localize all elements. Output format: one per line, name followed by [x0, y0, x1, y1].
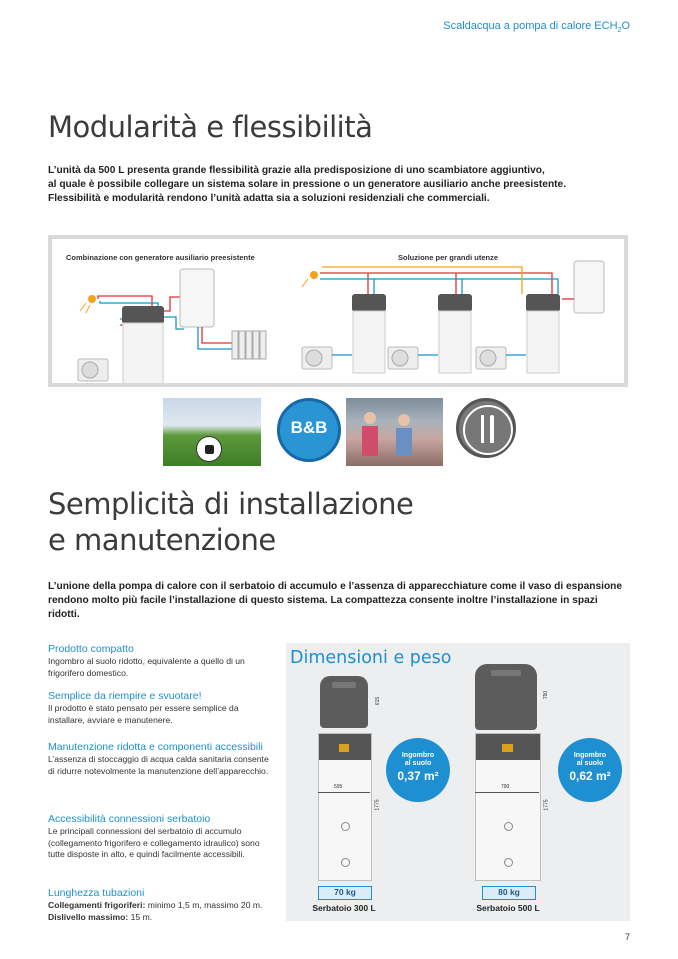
tank-300-width-line — [318, 792, 370, 793]
tank-300-body-height: 1775 — [374, 799, 381, 811]
tank-500-weight: 80 kg — [482, 886, 536, 900]
feature-maintenance: Manutenzione ridotta e componenti accessibili L’assenza di stoccaggio di acqua calda sanitaria consente di ridurre notevolmente la manutenzione dell’apparecchio. — [48, 741, 269, 776]
tank-500-width: 790 — [501, 784, 510, 790]
tank-300-top-view — [320, 676, 368, 728]
feature-compact: Prodotto compatto Ingombro al suolo ridotto, equivalente a quello di un frigorifero domestico. — [48, 643, 245, 678]
football-icon — [196, 436, 222, 462]
tank-300-label: Serbatoio 300 L — [312, 903, 376, 913]
tank-500-body-height: 1775 — [543, 799, 550, 811]
tank-300-top-height: 615 — [375, 696, 382, 706]
shower-icon-right — [302, 271, 318, 287]
fitness-photo — [346, 398, 443, 466]
radiator-icon — [232, 331, 266, 359]
feature-fill-empty: Semplice da riempire e svuotare! Il prodotto è stato pensato per essere semplice da installare, avviare e manutenere. — [48, 690, 239, 725]
running-header: Scaldacqua a pompa di calore $ECH_2O$ — [443, 20, 630, 35]
section-title-installation: Semplicità di installazione e manutenzione — [48, 487, 414, 557]
section-title-modularity: Modularità e flessibilità — [48, 110, 373, 144]
feature-connections: Accessibilità connessioni serbatoio Le principali connessioni del serbatoio di accumulo (collegamento frigorifero e collegamento idraulico) sono tutte disposte in alto, e quindi facilmente accessibili. — [48, 813, 260, 859]
tank-300-footprint-badge: Ingombro al suolo 0,37 m² — [386, 738, 450, 802]
installation-diagram — [48, 235, 628, 387]
tank-300-width: 595 — [334, 784, 343, 790]
dimensions-title: Dimensioni e peso — [290, 648, 452, 668]
tank-300-body — [318, 733, 372, 881]
plumbing-schematic — [52, 239, 624, 383]
diagram-right-label: Soluzione per grandi utenze — [398, 253, 499, 262]
tank-300-weight: 70 kg — [318, 886, 372, 900]
football-photo — [163, 398, 261, 466]
restaurant-icon — [456, 398, 516, 458]
feature-tubing: Lunghezza tubazioni Collegamenti frigoriferi: minimo 1,5 m, massimo 20 m. Dislivello massimo: 15 m. — [48, 887, 263, 922]
tank-500-top-view — [475, 664, 537, 730]
shower-icon — [80, 295, 96, 313]
diagram-left-label: Combinazione con generatore ausiliario preesistente — [66, 253, 255, 262]
section-intro-modularity: L’unità da 500 L presenta grande flessibilità grazie alla predisposizione di uno scambiatore aggiuntivo, al quale è possibile collegare un sistema solare in pressione o un generatore ausiliario anche preesistente. Flessibilità e modularità rendono l’unità adatta sia a soluzioni residenziali che commerciali. — [48, 165, 567, 204]
page-number: 7 — [624, 932, 630, 942]
bb-logo: B&B — [277, 398, 341, 462]
tank-500-width-line — [475, 792, 539, 793]
tank-500-body — [475, 733, 541, 881]
tank-500-footprint-badge: Ingombro al suolo 0,62 m² — [558, 738, 622, 802]
section-intro-installation: L’unione della pompa di calore con il serbatoio di accumulo e l’assenza di apparecchiature come il vaso di espansione rendono molto più facile l’installazione di questo sistema. La compattezza consente inoltre l’installazione in spazi ridotti. — [48, 581, 623, 620]
tank-500-top-height: 790 — [543, 690, 550, 700]
tank-500-label: Serbatoio 500 L — [476, 903, 540, 913]
